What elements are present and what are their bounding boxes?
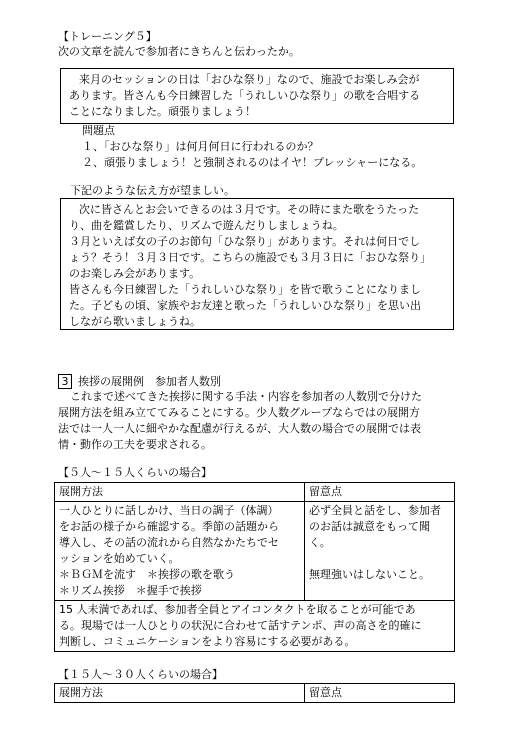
bad-example-box xyxy=(60,68,454,124)
table-footer-row xyxy=(55,601,455,652)
method-line: 導入し、その話の流れから自然なかたちでセ xyxy=(59,536,279,549)
table-header-method: 展開方法 xyxy=(55,483,305,502)
problems-label: 問題点 xyxy=(82,124,115,137)
table-header-notes: 留意点 xyxy=(305,684,455,703)
section-number: 3 xyxy=(58,374,72,389)
section-intro-line: 展開方法を組み立ててみることにする。少人数グループならではの展開方 xyxy=(58,406,421,419)
table1-caption: 【５人～１５人くらいの場合】 xyxy=(58,466,212,479)
good-example-line: しながら歌いましょうね。 xyxy=(69,315,201,328)
method-line: 一人ひとりに話しかけ、当日の調子（体調） xyxy=(59,504,279,517)
section-title: 挨拶の展開例 参加者人数別 xyxy=(78,375,221,388)
notes-cell xyxy=(305,502,455,601)
method-line: ッションを始めていく。 xyxy=(59,552,180,565)
training-instruction: 次の文章を読んで参加者にきちんと伝わったか。 xyxy=(58,45,300,58)
table-header-row xyxy=(55,684,455,703)
good-example-line: 次に皆さんとお会いできるのは３月です。その時にまた歌をうたった xyxy=(79,203,420,216)
good-example-line: た。子どもの頃、家族やお友達と歌った「うれしいひな祭り」を思い出 xyxy=(69,299,421,312)
method-line: をお話の様子から確認する。季節の話題から xyxy=(59,520,279,533)
table-header-method: 展開方法 xyxy=(55,684,305,703)
footer-line: 15 人未満であれば、参加者全員とアイコンタクトを取ることが可能であ xyxy=(59,603,416,616)
method-line: ＊ＢＧＭを流す ＊挨拶の歌を歌う xyxy=(59,568,235,581)
footer-line: る。現場では一人ひとりの状況に合わせて話すテンポ、声の高さを的確に xyxy=(59,619,422,632)
good-example-line: り、曲を鑑賞したり、リズムで遊んだりしましょうね。 xyxy=(69,219,344,232)
good-example-line: 皆さんも今日練習した「うれしいひな祭り」を皆で歌うことになりまし xyxy=(69,283,421,296)
footer-cell xyxy=(55,601,455,652)
good-example-box xyxy=(60,198,454,330)
section-intro-line: 法では一人一人に細やかな配慮が行えるが、大人数の場合での展開では表 xyxy=(58,422,421,435)
table-header-row xyxy=(55,483,455,502)
good-example-line: のお楽しみ会があります。 xyxy=(69,267,201,280)
table-row xyxy=(55,502,455,601)
table2-caption: 【１５人～３０人くらいの場合】 xyxy=(58,668,223,681)
bad-example-line: あります。皆さんも今日練習した「うれしいひな祭り」の歌を合唱する xyxy=(69,89,421,102)
footer-line: 判断し、コミュニケーションをより容易にする必要がある。 xyxy=(59,635,356,648)
method-cell xyxy=(55,502,305,601)
table-15-30 xyxy=(54,683,455,703)
section-heading xyxy=(58,374,221,389)
note-line: のお話は誠意をもって聞 xyxy=(309,520,430,533)
note-line: 必ず全員と話をし、参加者 xyxy=(309,504,441,517)
method-line: ＊リズム挨拶 ＊握手で挨拶 xyxy=(59,584,202,597)
section-intro-line: 情・動作の工夫を要求される。 xyxy=(58,438,212,451)
table-header-notes: 留意点 xyxy=(305,483,455,502)
note-line: く。 xyxy=(309,536,331,549)
problem-item: １、「おひな祭り」は何月何日に行われるのか？ xyxy=(82,140,319,153)
good-example-line: ３月といえば女の子のお節句「ひな祭り」があります。それは何日でし xyxy=(69,235,421,248)
good-example-line: ょう？そう！３月３日です。こちらの施設でも３月３日に「おひな祭り」 xyxy=(69,251,432,264)
note-line: 無理強いはしないこと。 xyxy=(309,568,430,581)
problem-item: ２、頑張りましょう！と強制されるのはイヤ！プレッシャーになる。 xyxy=(82,156,423,169)
preferred-label: 下記のような伝え方が望ましい。 xyxy=(70,184,235,197)
training-heading: 【トレーニング５】 xyxy=(58,30,157,43)
bad-example-line: ことになりました。頑張りましょう！ xyxy=(69,105,256,118)
bad-example-line: 来月のセッションの日は「おひな祭り」なので、施設でお楽しみ会が xyxy=(79,73,420,86)
table-5-15 xyxy=(54,482,455,652)
section-intro-line: これまで述べてきた挨拶に関する手法・内容を参加者の人数別で分けた xyxy=(70,390,422,403)
